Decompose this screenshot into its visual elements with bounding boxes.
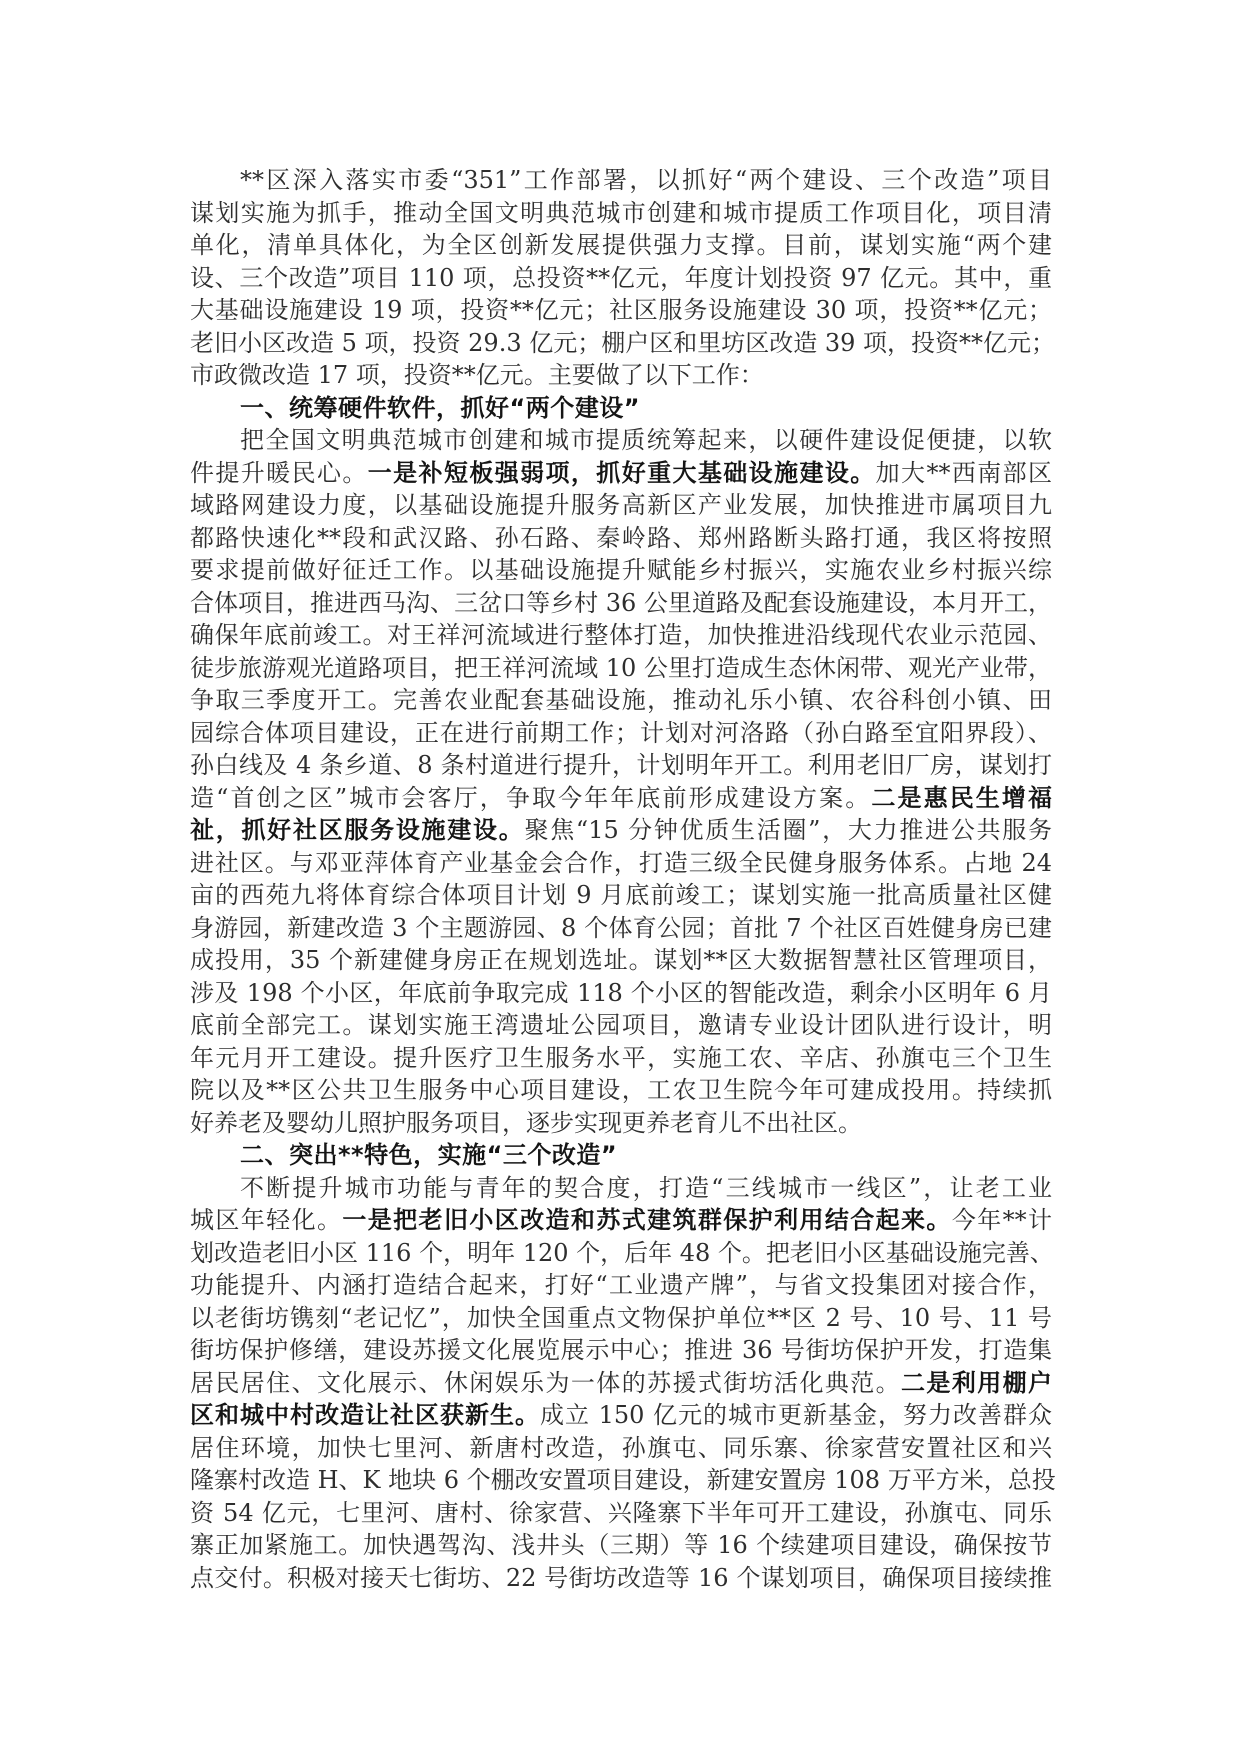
- text-run: 争取三季度开工。完善农业配套基础设施，推动礼乐小镇、农谷科创小镇、田: [190, 686, 1052, 714]
- emphasis-run: 二是利用棚户: [901, 1368, 1053, 1397]
- section-1-paragraph: [190, 424, 1052, 1139]
- text-line: [190, 684, 1052, 717]
- text-run: **区深入落实市委“351”工作部署，以抓好“两个建设、三个改造”项目: [240, 166, 1052, 194]
- text-run: 今年**计: [951, 1206, 1053, 1234]
- text-run: 确保年底前竣工。对王祥河流域进行整体打造，加快推进沿线现代农业示范园、: [190, 621, 1052, 649]
- text-run: 寨正加紧施工。加快遇驾沟、浅井头（三期）等 16 个续建项目建设，确保按节: [190, 1531, 1052, 1559]
- text-run: 城区年轻化。: [190, 1206, 343, 1234]
- text-run: 园综合体项目建设，正在进行前期工作；计划对河洛路（孙白路至宜阳界段）、: [190, 718, 1052, 747]
- text-line: [190, 1334, 1052, 1367]
- text-line: [190, 619, 1052, 652]
- emphasis-run: 区和城中村改造让社区获新生。: [190, 1401, 540, 1429]
- text-line: [190, 944, 1052, 977]
- text-run: 市政微改造 17 项，投资**亿元。主要做了以下工作：: [190, 361, 764, 389]
- text-line: [190, 782, 1052, 815]
- text-line: [190, 1074, 1052, 1107]
- text-line: [190, 1009, 1052, 1042]
- text-run: 成立 150 亿元的城市更新基金，努力改善群众: [539, 1401, 1052, 1429]
- text-run: 造“首创之区”城市会客厅，争取今年年底前形成建设方案。: [190, 783, 872, 812]
- text-line: [190, 164, 1052, 197]
- text-run: 资 54 亿元，七里河、唐村、徐家营、兴隆寨下半年可开工建设，孙旗屯、同乐: [190, 1498, 1052, 1527]
- text-run: 要求提前做好征迁工作。以基础设施提升赋能乡村振兴，实施农业乡村振兴综: [190, 556, 1052, 584]
- emphasis-run: 祉，抓好社区服务设施建设。: [190, 816, 525, 844]
- text-run: 不断提升城市功能与青年的契合度，打造“三线城市一线区”，让老工业: [240, 1173, 1052, 1202]
- text-line: [190, 1562, 1052, 1595]
- text-run: 隆寨村改造 H、K 地块 6 个棚改安置项目建设，新建安置房 108 万平方米，总投: [190, 1466, 1056, 1494]
- text-line: [190, 294, 1052, 327]
- text-run: 大基础设施建设 19 项，投资**亿元；社区服务设施建设 30 项，投资**亿元；: [190, 296, 1052, 324]
- text-line: [190, 1237, 1052, 1270]
- text-line: [190, 327, 1056, 360]
- text-run: 居民居住、文化展示、休闲娱乐为一体的苏援式街坊活化典范。: [190, 1368, 902, 1397]
- text-line: [190, 1204, 1052, 1237]
- text-run: 徒步旅游观光道路项目，把王祥河流域 10 公里打造成生态休闲带、观光产业带，: [190, 653, 1052, 682]
- text-run: 以老街坊镌刻“老记忆”，加快全国重点文物保护单位**区 2 号、10 号、11 号: [190, 1303, 1052, 1332]
- emphasis-run: 二是惠民生增福: [871, 783, 1053, 812]
- text-line: [190, 424, 1052, 457]
- text-line: [190, 1497, 1052, 1530]
- intro-paragraph: [190, 164, 1056, 392]
- document-body: [190, 164, 1056, 1594]
- text-line: [190, 1399, 1052, 1432]
- text-run: 域路网建设力度，以基础设施提升服务高新区产业发展，加快推进市属项目九: [190, 491, 1052, 519]
- text-line: [190, 197, 1052, 230]
- text-line: [190, 717, 1052, 750]
- text-run: 街坊保护修缮，建设苏援文化展览展示中心；推进 36 号街坊保护开发，打造集: [190, 1336, 1052, 1364]
- text-run: 涉及 198 个小区，年底前争取完成 118 个小区的智能改造，剩余小区明年 6 月: [190, 978, 1052, 1007]
- text-line: [190, 522, 1052, 555]
- text-line: [190, 359, 1052, 392]
- text-line: [190, 554, 1052, 587]
- text-line: [190, 749, 1052, 782]
- text-run: 好养老及婴幼儿照护服务项目，逐步实现更养老育儿不出社区。: [190, 1108, 862, 1137]
- text-run: 院以及**区公共卫生服务中心项目建设，工农卫生院今年可建成投用。持续抓: [190, 1076, 1052, 1104]
- text-run: 聚焦“15 分钟优质生活圈”，大力推进公共服务: [524, 816, 1052, 844]
- text-run: 加大**西南部区: [875, 458, 1053, 487]
- text-line: [190, 879, 1052, 912]
- text-line: [190, 912, 1052, 945]
- text-run: 划改造老旧小区 116 个，明年 120 个，后年 48 个。把老旧小区基础设施完善、: [190, 1238, 1054, 1267]
- text-run: 亩的西苑九将体育综合体项目计划 9 月底前竣工；谋划实施一批高质量社区健: [190, 881, 1052, 909]
- text-run: 年元月开工建设。提升医疗卫生服务水平，实施工农、辛店、孙旗屯三个卫生: [190, 1043, 1052, 1072]
- text-line: [190, 1529, 1052, 1562]
- text-line: [190, 1042, 1052, 1075]
- text-run: 成投用，35 个新建健身房正在规划选址。谋划**区大数据智慧社区管理项目，: [190, 946, 1052, 974]
- text-line: [190, 1464, 1056, 1497]
- text-run: 进社区。与邓亚萍体育产业基金会合作，打造三级全民健身服务体系。占地 24: [190, 848, 1052, 877]
- text-run: 功能提升、内涵打造结合起来，打好“工业遗产牌”，与省文投集团对接合作，: [190, 1271, 1052, 1299]
- section-heading-1: 一、统筹硬件软件，抓好“两个建设”: [240, 393, 641, 422]
- emphasis-run: 一是补短板强弱项，抓好重大基础设施建设。: [367, 458, 876, 487]
- text-run: 都路快速化**段和武汉路、孙石路、秦岭路、郑州路断头路打通，我区将按照: [190, 523, 1052, 552]
- text-run: 点交付。积极对接天七街坊、22 号街坊改造等 16 个谋划项目，确保项目接续推: [190, 1563, 1052, 1592]
- text-line: [190, 489, 1052, 522]
- text-line: [190, 1107, 1052, 1140]
- text-line: [190, 1367, 1052, 1400]
- text-line: [190, 229, 1052, 262]
- text-line: [190, 814, 1052, 847]
- text-run: 居住环境，加快七里河、新唐村改造，孙旗屯、同乐寨、徐家营安置社区和兴: [190, 1433, 1052, 1462]
- text-run: 设、三个改造”项目 110 项，总投资**亿元，年度计划投资 97 亿元。其中，重: [190, 263, 1052, 292]
- text-line: [190, 1302, 1052, 1335]
- text-run: 单化，清单具体化，为全区创新发展提供强力支撑。目前，谋划实施“两个建: [190, 231, 1052, 259]
- text-line: [190, 1172, 1052, 1205]
- text-line: [190, 977, 1052, 1010]
- text-run: 合体项目，推进西马沟、三岔口等乡村 36 公里道路及配套设施建设，本月开工，: [190, 588, 1052, 617]
- text-run: 件提升暖民心。: [190, 458, 368, 487]
- text-line: [190, 587, 1052, 620]
- section-heading-2: 二、突出**特色，实施“三个改造”: [240, 1141, 618, 1169]
- text-line: [190, 1432, 1052, 1465]
- text-run: 老旧小区改造 5 项，投资 29.3 亿元；棚户区和里坊区改造 39 项，投资**亿元；: [190, 328, 1056, 357]
- text-run: 身游园，新建改造 3 个主题游园、8 个体育公园；首批 7 个社区百姓健身房已建: [190, 913, 1052, 942]
- text-run: 孙白线及 4 条乡道、8 条村道进行提升，计划明年开工。利用老旧厂房，谋划打: [190, 751, 1052, 779]
- text-run: 谋划实施为抓手，推动全国文明典范城市创建和城市提质工作项目化，项目清: [190, 198, 1052, 227]
- text-run: 底前全部完工。谋划实施王湾遗址公园项目，邀请专业设计团队进行设计，明: [190, 1011, 1052, 1039]
- text-line: [190, 457, 1052, 490]
- text-line: [190, 1269, 1052, 1302]
- text-line: [190, 847, 1052, 880]
- section-2-paragraph: [190, 1172, 1056, 1595]
- emphasis-run: 一是把老旧小区改造和苏式建筑群保护利用结合起来。: [342, 1206, 952, 1234]
- text-line: [190, 652, 1052, 685]
- text-run: 把全国文明典范城市创建和城市提质统筹起来，以硬件建设促便捷，以软: [240, 426, 1052, 454]
- text-line: [190, 262, 1052, 295]
